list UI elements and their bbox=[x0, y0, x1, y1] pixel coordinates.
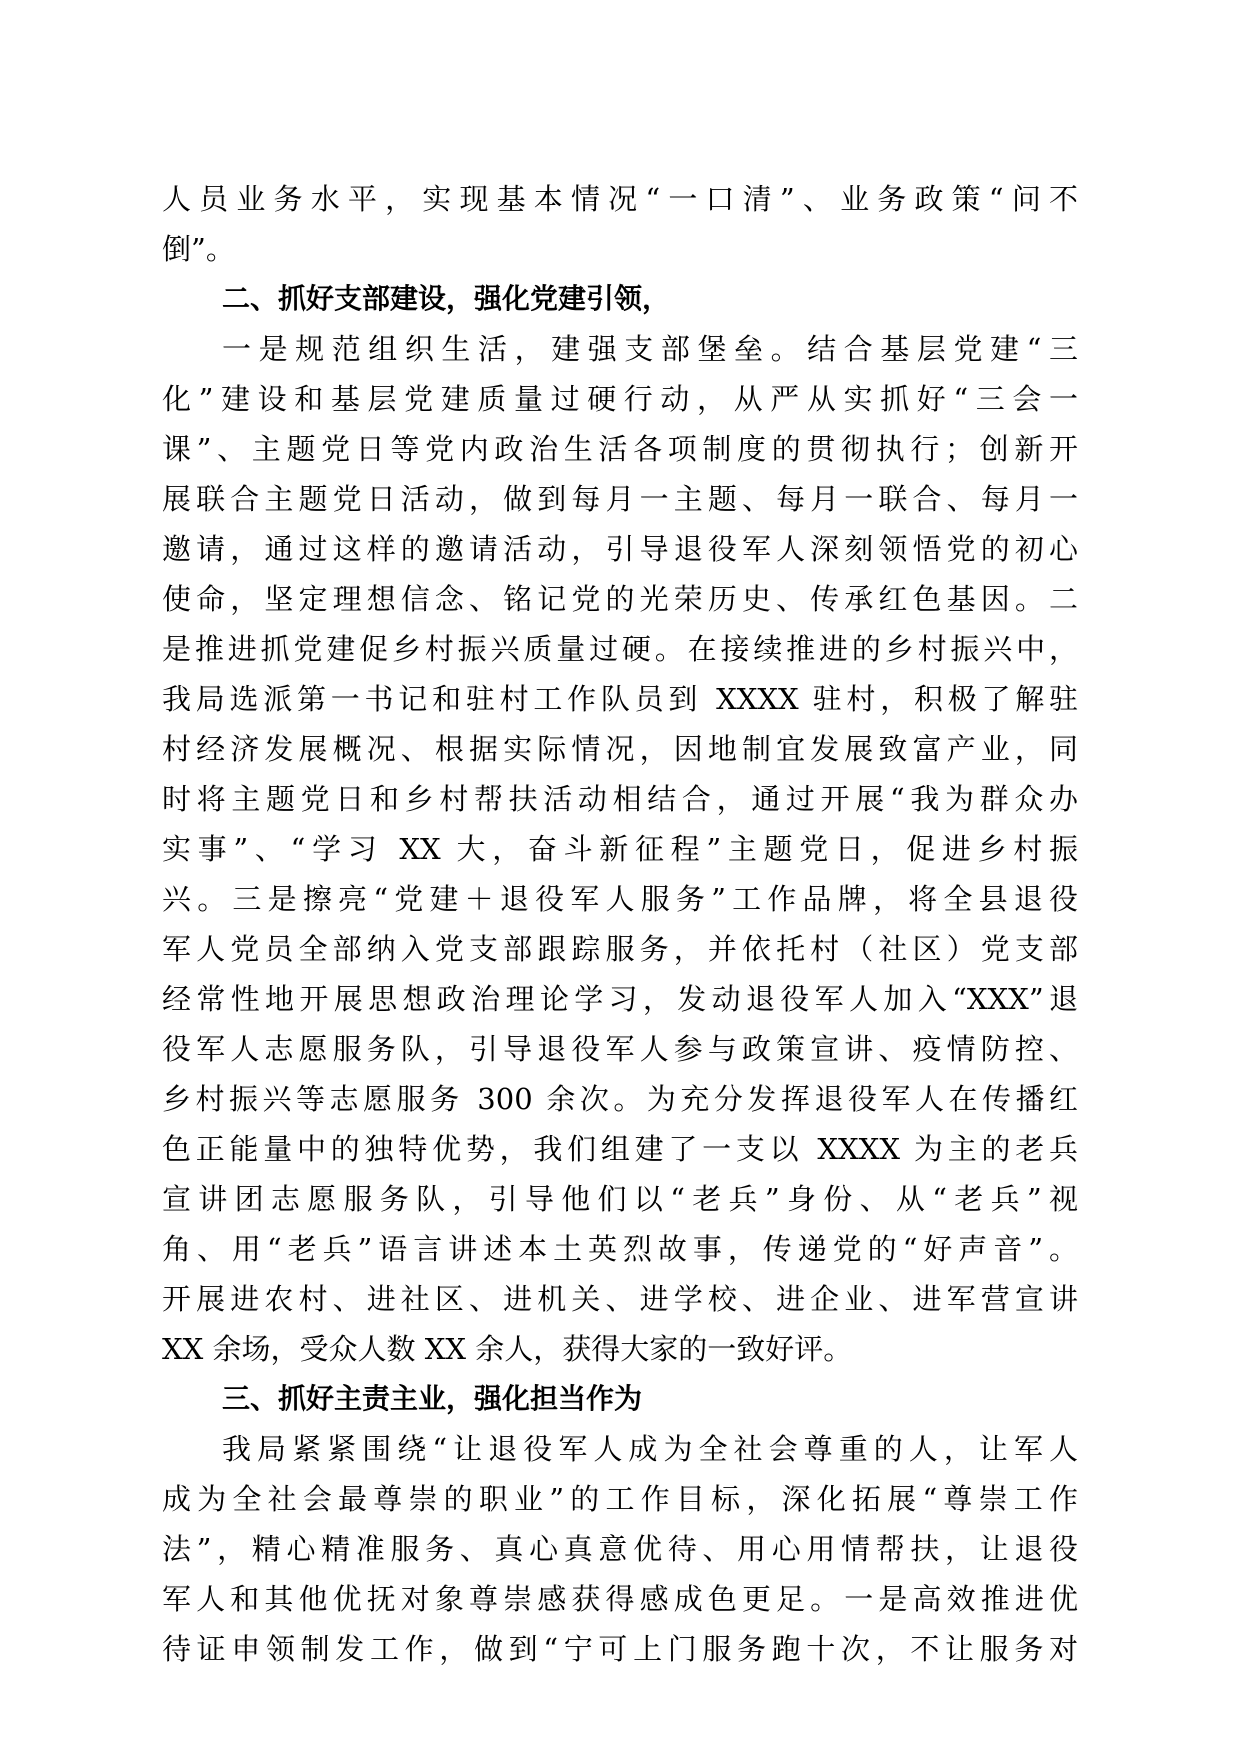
text-line: 倒”。 bbox=[162, 232, 235, 266]
text-line: 役军人志愿服务队，引导退役军人参与政策宣讲、疫情防控、 bbox=[162, 1032, 1078, 1066]
text-line: 一是规范组织生活，建强支部堡垒。结合基层党建“三 bbox=[222, 332, 1078, 366]
text-line: 角、用“老兵”语言讲述本土英烈故事，传递党的“好声音”。 bbox=[162, 1232, 1078, 1266]
text-line: 使命，坚定理想信念、铭记党的光荣历史、传承红色基因。二 bbox=[162, 582, 1078, 616]
text-line: 村经济发展概况、根据实际情况，因地制宜发展致富产业，同 bbox=[162, 732, 1078, 766]
text-line: 展联合主题党日活动，做到每月一主题、每月一联合、每月一 bbox=[162, 482, 1078, 516]
text-line: XX 余场，受众人数 XX 余人，获得大家的一致好评。 bbox=[162, 1332, 853, 1366]
text-line: 化”建设和基层党建质量过硬行动，从严从实抓好“三会一 bbox=[162, 382, 1078, 416]
text-line: 法”，精心精准服务、真心真意优待、用心用情帮扶，让退役 bbox=[162, 1532, 1078, 1566]
text-line: 实事”、“学习 XX 大，奋斗新征程”主题党日，促进乡村振 bbox=[162, 832, 1078, 866]
text-line: 我局选派第一书记和驻村工作队员到 XXXX 驻村，积极了解驻 bbox=[162, 682, 1078, 716]
section-heading: 三、抓好主责主业，强化担当作为 bbox=[222, 1382, 643, 1415]
text-line: 开展进农村、进社区、进机关、进学校、进企业、进军营宣讲 bbox=[162, 1282, 1078, 1316]
text-line: 乡村振兴等志愿服务 300 余次。为充分发挥退役军人在传播红 bbox=[162, 1082, 1078, 1116]
text-line: 军人和其他优抚对象尊崇感获得感成色更足。一是高效推进优 bbox=[162, 1582, 1078, 1616]
text-line: 宣讲团志愿服务队，引导他们以“老兵”身份、从“老兵”视 bbox=[162, 1182, 1078, 1216]
text-line: 色正能量中的独特优势，我们组建了一支以 XXXX 为主的老兵 bbox=[162, 1132, 1078, 1166]
text-line: 人员业务水平，实现基本情况“一口清”、业务政策“问不 bbox=[162, 182, 1078, 216]
section-heading: 二、抓好支部建设，强化党建引领， bbox=[222, 282, 671, 315]
text-line: 是推进抓党建促乡村振兴质量过硬。在接续推进的乡村振兴中， bbox=[162, 632, 1078, 666]
text-line: 课”、主题党日等党内政治生活各项制度的贯彻执行；创新开 bbox=[162, 432, 1078, 466]
text-line: 兴。三是擦亮“党建＋退役军人服务”工作品牌，将全县退役 bbox=[162, 882, 1078, 916]
text-line: 待证申领制发工作，做到“宁可上门服务跑十次，不让服务对 bbox=[162, 1632, 1078, 1666]
text-line: 经常性地开展思想政治理论学习，发动退役军人加入“XXX”退 bbox=[162, 982, 1078, 1016]
text-line: 成为全社会最尊崇的职业”的工作目标，深化拓展“尊崇工作 bbox=[162, 1482, 1078, 1516]
text-line: 邀请，通过这样的邀请活动，引导退役军人深刻领悟党的初心 bbox=[162, 532, 1078, 566]
text-line: 时将主题党日和乡村帮扶活动相结合，通过开展“我为群众办 bbox=[162, 782, 1078, 816]
text-line: 军人党员全部纳入党支部跟踪服务，并依托村（社区）党支部 bbox=[162, 932, 1078, 966]
text-line: 我局紧紧围绕“让退役军人成为全社会尊重的人，让军人 bbox=[222, 1432, 1078, 1466]
